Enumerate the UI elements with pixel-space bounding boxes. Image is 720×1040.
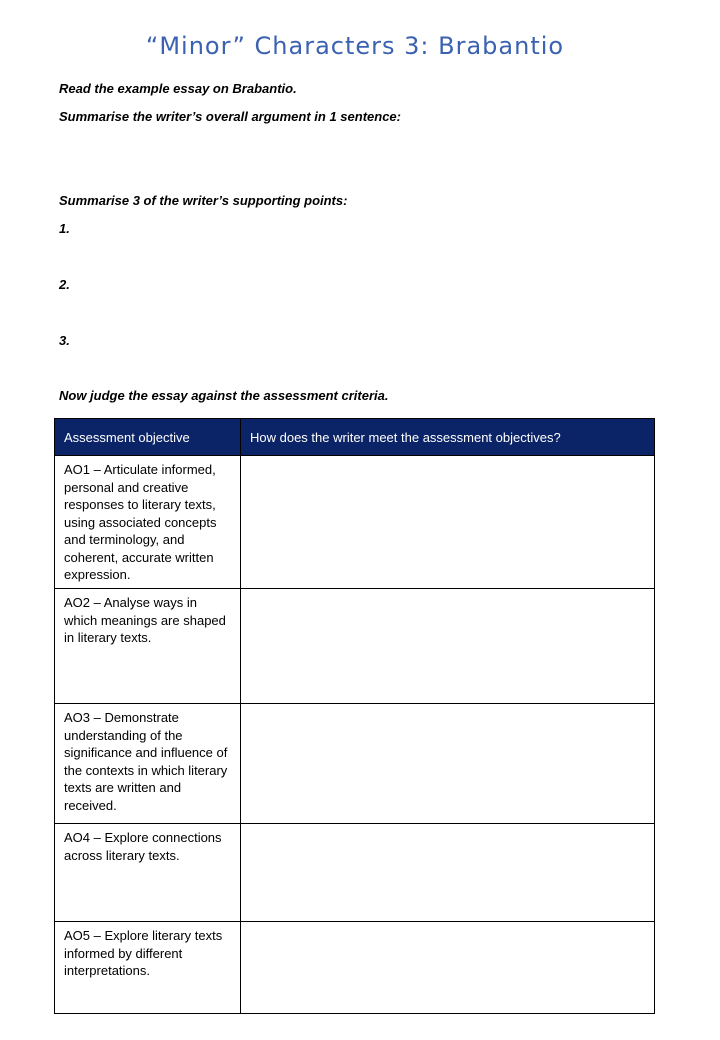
point-number-1: 1.	[59, 221, 70, 236]
assessment-table	[54, 418, 655, 1014]
header-how-writer-meets: How does the writer meet the assessment objectives?	[241, 419, 655, 456]
instruction-read: Read the example essay on Brabantio.	[59, 81, 297, 96]
instruction-summarise-points: Summarise 3 of the writer’s supporting points:	[59, 193, 348, 208]
response-cell-ao2[interactable]	[241, 589, 655, 704]
instruction-summarise-argument: Summarise the writer’s overall argument in 1 sentence:	[59, 109, 401, 124]
response-cell-ao4[interactable]	[241, 824, 655, 922]
page-title: “Minor” Characters 3: Brabantio	[145, 32, 565, 60]
response-cell-ao3[interactable]	[241, 704, 655, 824]
table-row	[55, 704, 655, 824]
response-cell-ao1[interactable]	[241, 456, 655, 589]
objective-cell-ao2: AO2 – Analyse ways in which meanings are shaped in literary texts.	[55, 589, 241, 704]
table-row	[55, 589, 655, 704]
header-assessment-objective: Assessment objective	[55, 419, 241, 456]
instruction-judge: Now judge the essay against the assessment criteria.	[59, 388, 389, 403]
response-cell-ao5[interactable]	[241, 922, 655, 1014]
table-row	[55, 824, 655, 922]
point-number-2: 2.	[59, 277, 70, 292]
objective-cell-ao4: AO4 – Explore connections across literary texts.	[55, 824, 241, 922]
objective-cell-ao1: AO1 – Articulate informed, personal and creative responses to literary texts, using associated concepts and terminology, and coherent, accurate written expression.	[55, 456, 241, 589]
point-number-3: 3.	[59, 333, 70, 348]
objective-cell-ao3: AO3 – Demonstrate understanding of the significance and influence of the contexts in which literary texts are written and received.	[55, 704, 241, 824]
table-row	[55, 456, 655, 589]
table-row	[55, 922, 655, 1014]
objective-cell-ao5: AO5 – Explore literary texts informed by different interpretations.	[55, 922, 241, 1014]
table-header-row	[55, 419, 655, 456]
